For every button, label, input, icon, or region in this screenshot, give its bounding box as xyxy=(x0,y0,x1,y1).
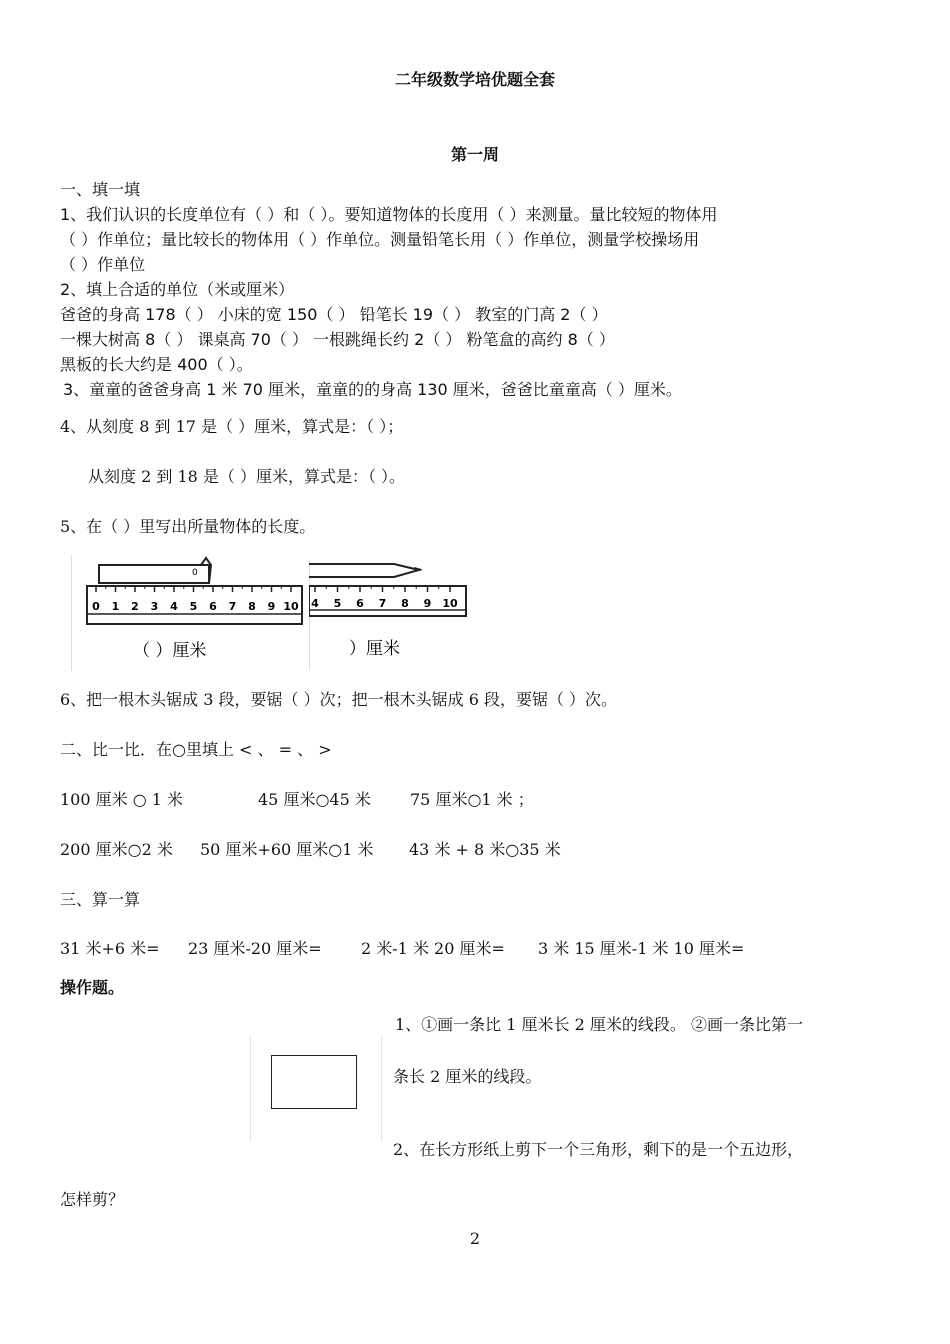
right-ruler-tick-label: 8 xyxy=(401,597,409,610)
paper-rectangle xyxy=(271,1055,357,1109)
right-ruler-tick-label: 10 xyxy=(442,597,458,610)
q1-line3: （ ）作单位 xyxy=(60,255,146,274)
q5: 5、在（ ）里写出所量物体的长度。 xyxy=(60,517,316,536)
op-q2-line1: 2、在长方形纸上剪下一个三角形，剩下的是一个五边形， xyxy=(393,1140,804,1159)
compare-5: 50 厘米+60 厘米○1 米 xyxy=(200,840,374,859)
left-ruler-caption: （ ）厘米 xyxy=(133,641,207,661)
left-ruler-tick-label: 1 xyxy=(111,600,120,613)
left-ruler-tick-label: 7 xyxy=(228,600,237,613)
op-q2-line2: 怎样剪？ xyxy=(60,1190,125,1209)
calc-2: 23 厘米-20 厘米= xyxy=(188,939,322,958)
q4-line2: 从刻度 2 到 18 是（ ）厘米，算式是：（ ）。 xyxy=(88,467,406,486)
right-ruler-tick-label: 4 xyxy=(311,597,319,610)
q1-line2: （ ）作单位；量比较长的物体用（ ）作单位。测量铅笔长用（ ）作单位，测量学校操场用 xyxy=(60,230,700,249)
operations-heading: 操作题。 xyxy=(60,978,125,997)
section2-heading: 二、比一比．在○里填上 < 、 = 、 > xyxy=(60,740,332,759)
left-ruler-tick-label: 9 xyxy=(267,600,276,613)
week-heading: 第一周 xyxy=(450,145,499,164)
q3: 3、童童的爸爸身高 1 米 70 厘米，童童的的身高 130 厘米，爸爸比童童高（ ）厘米。 xyxy=(63,380,682,399)
right-ruler-tick-label: 5 xyxy=(333,597,342,610)
ruler-left-svg xyxy=(71,555,309,671)
right-ruler-tick-label: 7 xyxy=(378,597,387,610)
compare-3: 75 厘米○1 米 ； xyxy=(410,790,534,809)
ruler-figure-left xyxy=(71,555,309,671)
page-title: 二年级数学培优题全套 xyxy=(394,70,555,89)
q1-line1: 1、我们认识的长度单位有（ ）和（ ）。要知道物体的长度用（ ）来测量。量比较短的物体用 xyxy=(60,205,718,224)
calc-4: 3 米 15 厘米-1 米 10 厘米= xyxy=(538,939,745,958)
left-ruler-tick-label: 10 xyxy=(283,600,299,613)
q4-line1: 4、从刻度 8 到 17 是（ ）厘米，算式是：（ ）； xyxy=(60,417,404,436)
left-ruler-tick-label: 3 xyxy=(150,600,159,613)
q2-line3: 黑板的长大约是 400（ ）。 xyxy=(60,355,253,374)
section3-heading: 三、算一算 xyxy=(60,890,141,909)
right-ruler-caption: ）厘米 xyxy=(349,639,400,659)
left-ruler-tick-label: 6 xyxy=(209,600,217,613)
calc-3: 2 米-1 米 20 厘米= xyxy=(361,939,505,958)
compare-4: 200 厘米○2 米 xyxy=(60,840,173,859)
page-number: 2 xyxy=(469,1229,481,1248)
compare-2: 45 厘米○45 米 xyxy=(258,790,371,809)
left-ruler-tick-label: 4 xyxy=(170,600,178,613)
left-object-mark: 0 xyxy=(192,568,198,578)
q2-line2: 一棵大树高 8（ ） 课桌高 70（ ） 一根跳绳长约 2（ ） 粉笔盒的高约 8（ ） xyxy=(60,330,615,349)
compare-1: 100 厘米 ○ 1 米 xyxy=(60,790,184,809)
q2-title: 2、填上合适的单位（米或厘米） xyxy=(60,280,295,299)
ruler-figure-right xyxy=(309,560,469,670)
calc-1: 31 米+6 米= xyxy=(60,939,160,958)
right-ruler-tick-label: 9 xyxy=(423,597,432,610)
ruler-right-svg xyxy=(309,560,469,670)
left-ruler-tick-label: 2 xyxy=(131,600,139,613)
op-q1-line1: 1、①画一条比 1 厘米长 2 厘米的线段。 ②画一条比第一 xyxy=(395,1015,803,1034)
op-q1-line2: 条长 2 厘米的线段。 xyxy=(393,1067,542,1086)
left-ruler-tick-label: 5 xyxy=(189,600,198,613)
left-ruler-tick-label: 8 xyxy=(248,600,256,613)
section1-heading: 一、填一填 xyxy=(60,180,141,199)
q6: 6、把一根木头锯成 3 段，要锯（ ）次；把一根木头锯成 6 段，要锯（ ）次。 xyxy=(60,690,618,709)
compare-6: 43 米 + 8 米○35 米 xyxy=(409,840,561,859)
left-ruler-tick-label: 0 xyxy=(92,600,100,613)
rectangle-figure xyxy=(250,1035,382,1142)
q2-line1: 爸爸的身高 178（ ） 小床的宽 150（ ） 铅笔长 19（ ） 教室的门高 2（ ） xyxy=(60,305,608,324)
right-ruler-tick-label: 6 xyxy=(356,597,364,610)
